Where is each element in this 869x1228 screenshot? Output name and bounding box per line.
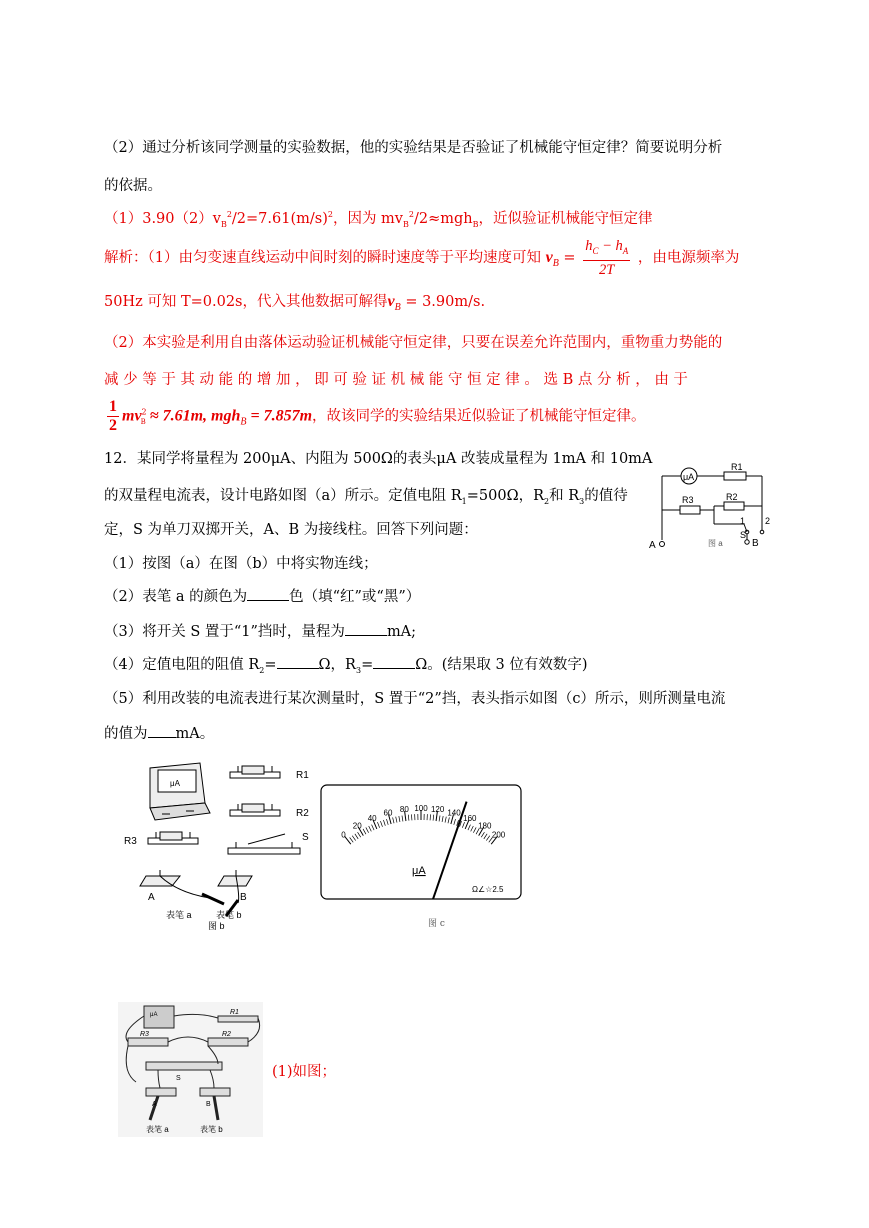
svg-text:A: A: [152, 1101, 157, 1108]
figure-c-caption: 图 c: [428, 919, 445, 929]
dial-tick-label: 80: [399, 805, 409, 815]
figure-c-meter: [320, 784, 522, 929]
dial-tick-label: 40: [367, 813, 377, 823]
dial-tick-label: 140: [447, 808, 461, 818]
dial-mark: Ω∠☆2.5: [472, 885, 504, 894]
svg-text:A: A: [649, 540, 656, 551]
answer-fig-meter: μA: [150, 1012, 158, 1018]
svg-text:S: S: [740, 530, 747, 540]
dial-unit: μA: [412, 865, 426, 877]
analysis-line1: 解析：（1）由匀变速直线运动中间时刻的瞬时速度等于平均速度可知 $v_B$ = $\frac{h_C - h_A}{2T}$ ，由电源频率为: [104, 238, 740, 278]
svg-text:R2: R2: [296, 808, 309, 819]
svg-text:R2: R2: [726, 492, 738, 502]
svg-text:R1: R1: [296, 770, 309, 781]
q12-line1: 12．某同学将量程为 200μA、内阻为 500Ω的表头μA 改装成量程为 1mA 和 10mA: [104, 451, 653, 467]
answer-blank[interactable]: [247, 586, 289, 601]
q12-sub3: （3）将开关 S 置于“1”挡时，量程为 mA;: [104, 620, 416, 641]
dial-tick-label: 180: [478, 821, 492, 831]
svg-text:表笔 a: 表笔 a: [146, 1125, 169, 1134]
dial-tick-label: 200: [491, 830, 506, 840]
analysis-p2-line3: $\frac{1}{2}$ $mv^2_B \approx 7.61m$, mgh$_B$ = 7.857m，故该同学的实验结果近似验证了机械能守恒定律。: [109, 398, 646, 434]
dial-tick-label: 160: [463, 813, 477, 823]
svg-text:S: S: [176, 1075, 181, 1082]
svg-text:μA: μA: [170, 779, 180, 788]
q11-2-line2: 的依据。: [104, 178, 162, 194]
svg-text:表笔 b: 表笔 b: [216, 910, 242, 920]
figure-a-circuit: [644, 462, 774, 558]
answer-blank[interactable]: [345, 621, 387, 636]
svg-text:表笔 a: 表笔 a: [166, 910, 192, 920]
svg-text:2: 2: [765, 516, 771, 526]
figure-b-components: [120, 758, 320, 937]
analysis-line2: 50Hz 可知 T=0.02s，代入其他数据可解得$v_B = 3.90m/s$.: [104, 293, 486, 313]
svg-text:1: 1: [740, 516, 746, 526]
answer-blank[interactable]: [373, 654, 415, 669]
svg-text:μA: μA: [683, 472, 695, 482]
analysis-p2-line2: 减 少 等 于 其 动 能 的 增 加 ， 即 可 验 证 机 械 能 守 恒 定 律 。 选 B 点 分 析 ， 由 于: [104, 372, 688, 388]
q12-line2: 的双量程电流表，设计电路如图（a）所示。定值电阻 $R_1=500\Omega$，$R_2$和 $R_3$的值待: [104, 488, 628, 506]
svg-text:S: S: [302, 832, 309, 843]
half-fraction: $\frac{1}{2}$: [109, 398, 117, 434]
dial-tick-label: 60: [383, 808, 393, 818]
svg-text:R1: R1: [230, 1009, 239, 1016]
answer-fig-label: (1)如图；: [272, 1064, 337, 1080]
analysis-p2-line1: （2）本实验是利用自由落体运动验证机械能守恒定律，只要在误差允许范围内，重物重力势能的: [104, 335, 723, 351]
q12-sub1: （1）按图（a）在图（b）中将实物连线；: [104, 556, 378, 572]
q12-sub5-line2: 的值为 mA。: [104, 722, 214, 743]
svg-text:R3: R3: [140, 1031, 149, 1038]
q11-2-line1: （2）通过分析该同学测量的实验数据，他的实验结果是否验证了机械能守恒定律？简要说明分析: [104, 140, 723, 156]
svg-text:B: B: [240, 892, 247, 903]
dial-tick-label: 100: [414, 804, 428, 813]
answer-blank[interactable]: [277, 654, 319, 669]
answer-figure: [118, 1002, 263, 1141]
svg-text:图 b: 图 b: [208, 921, 225, 931]
dial-tick-label: 0: [341, 830, 346, 840]
svg-text:A: A: [148, 892, 155, 903]
svg-text:R1: R1: [731, 462, 743, 472]
svg-text:表笔 b: 表笔 b: [200, 1125, 223, 1134]
svg-text:图 a: 图 a: [708, 539, 723, 548]
dial-tick-label: 120: [430, 805, 445, 815]
svg-text:R3: R3: [124, 836, 137, 847]
dial-tick-label: 20: [352, 821, 362, 831]
answer-blank[interactable]: [148, 723, 176, 738]
vb-fraction: $\frac{h_C - h_A}{2T}$: [585, 238, 629, 278]
q12-sub5-line1: （5）利用改装的电流表进行某次测量时，S 置于“2”挡，表头指示如图（c）所示，则所测量电流: [104, 691, 726, 707]
q12-line3: 定，S 为单刀双掷开关，A、B 为接线柱。回答下列问题：: [104, 522, 478, 538]
svg-text:R2: R2: [222, 1031, 231, 1038]
q12-sub2: （2）表笔 a 的颜色为 色（填“红”或“黑”）: [104, 585, 420, 606]
svg-text:B: B: [206, 1101, 211, 1108]
answer-line1: $(1)3.90(2)v_B^2/2=7.61(m/s)^2$，因为 $mv_B^2/2\approx mgh_B$，近似验证机械能守恒定律: [104, 210, 653, 229]
q12-sub4: （4）定值电阻的阻值 $R_2= \Omega$，$R_3= \Omega$。(结果取 3 位有效数字): [104, 653, 588, 675]
svg-text:B: B: [752, 538, 759, 549]
svg-text:R3: R3: [682, 495, 694, 505]
